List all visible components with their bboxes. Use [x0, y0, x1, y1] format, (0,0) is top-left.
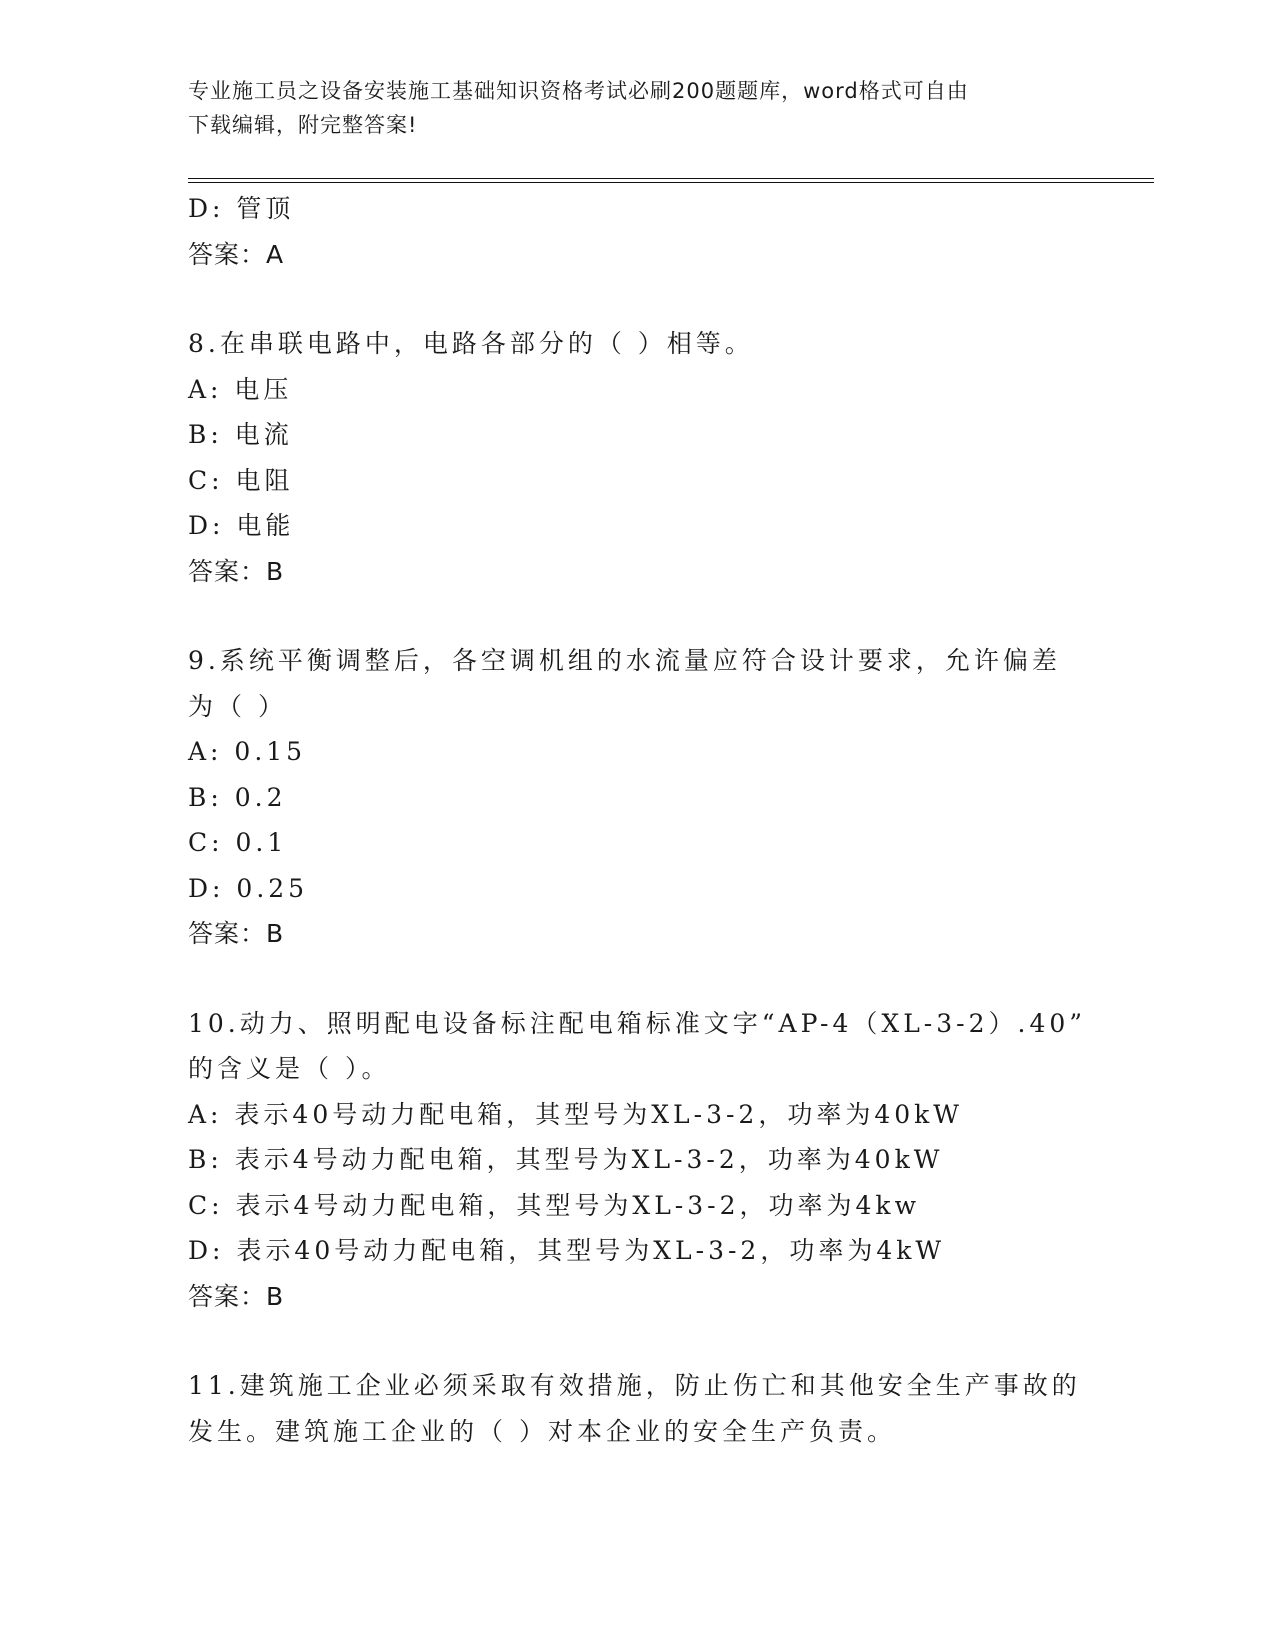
option-b: B: 表示4号动力配电箱，其型号为XL-3-2，功率为40kW	[188, 1145, 944, 1174]
question-10	[188, 1001, 1088, 1320]
question-8	[188, 321, 1088, 594]
option-d: D: 电能	[188, 511, 295, 540]
spacer	[188, 277, 1088, 321]
answer-line: 答案：B	[188, 919, 285, 948]
option-d: D: 0.25	[188, 873, 309, 903]
answer-line: 答案：A	[188, 239, 285, 269]
spacer	[188, 1319, 1088, 1363]
header-title-line-1: 专业施工员之设备安装施工基础知识资格考试必刷200题题库，word格式可自由	[188, 79, 969, 103]
option-a: A: 0.15	[188, 737, 307, 766]
header-title-line-2: 下载编辑，附完整答案!	[188, 113, 418, 137]
document-header	[188, 74, 1088, 142]
header-rule-top	[188, 178, 1154, 179]
previous-question-tail	[188, 186, 1088, 277]
option-d: D: 表示40号动力配电箱，其型号为XL-3-2，功率为4kW	[188, 1236, 946, 1265]
question-text-line-2: 为（ ）	[188, 691, 287, 721]
spacer	[188, 594, 1088, 638]
question-text-line-1: 11.建筑施工企业必须采取有效措施，防止伤亡和其他安全生产事故的	[188, 1371, 1081, 1400]
question-11	[188, 1363, 1088, 1454]
option-b: B: 0.2	[188, 782, 287, 812]
option-b: B: 电流	[188, 420, 293, 449]
question-text-line-2: 发生。建筑施工企业的（ ）对本企业的安全生产负责。	[188, 1416, 896, 1446]
option-d: D: 管顶	[188, 194, 295, 223]
answer-line: 答案：B	[188, 1281, 285, 1311]
header-rule-bottom	[188, 182, 1154, 183]
option-c: C: 电阻	[188, 465, 294, 495]
answer-line: 答案：B	[188, 556, 285, 586]
option-c: C: 表示4号动力配电箱，其型号为XL-3-2，功率为4kw	[188, 1190, 920, 1220]
option-a: A: 电压	[188, 374, 293, 404]
option-a: A: 表示40号动力配电箱，其型号为XL-3-2，功率为40kW	[188, 1099, 963, 1129]
question-9	[188, 638, 1088, 957]
spacer	[188, 957, 1088, 1001]
question-content	[188, 186, 1088, 1454]
question-text-line-1: 9.系统平衡调整后，各空调机组的水流量应符合设计要求，允许偏差	[188, 646, 1061, 675]
question-text-line-1: 10.动力、照明配电设备标注配电箱标准文字“AP-4（XL-3-2）.40”	[188, 1008, 1087, 1038]
question-text-line-2: 的含义是（ ）。	[188, 1054, 391, 1083]
option-c: C: 0.1	[188, 828, 288, 857]
question-text: 8.在串联电路中，电路各部分的（ ）相等。	[188, 329, 754, 358]
